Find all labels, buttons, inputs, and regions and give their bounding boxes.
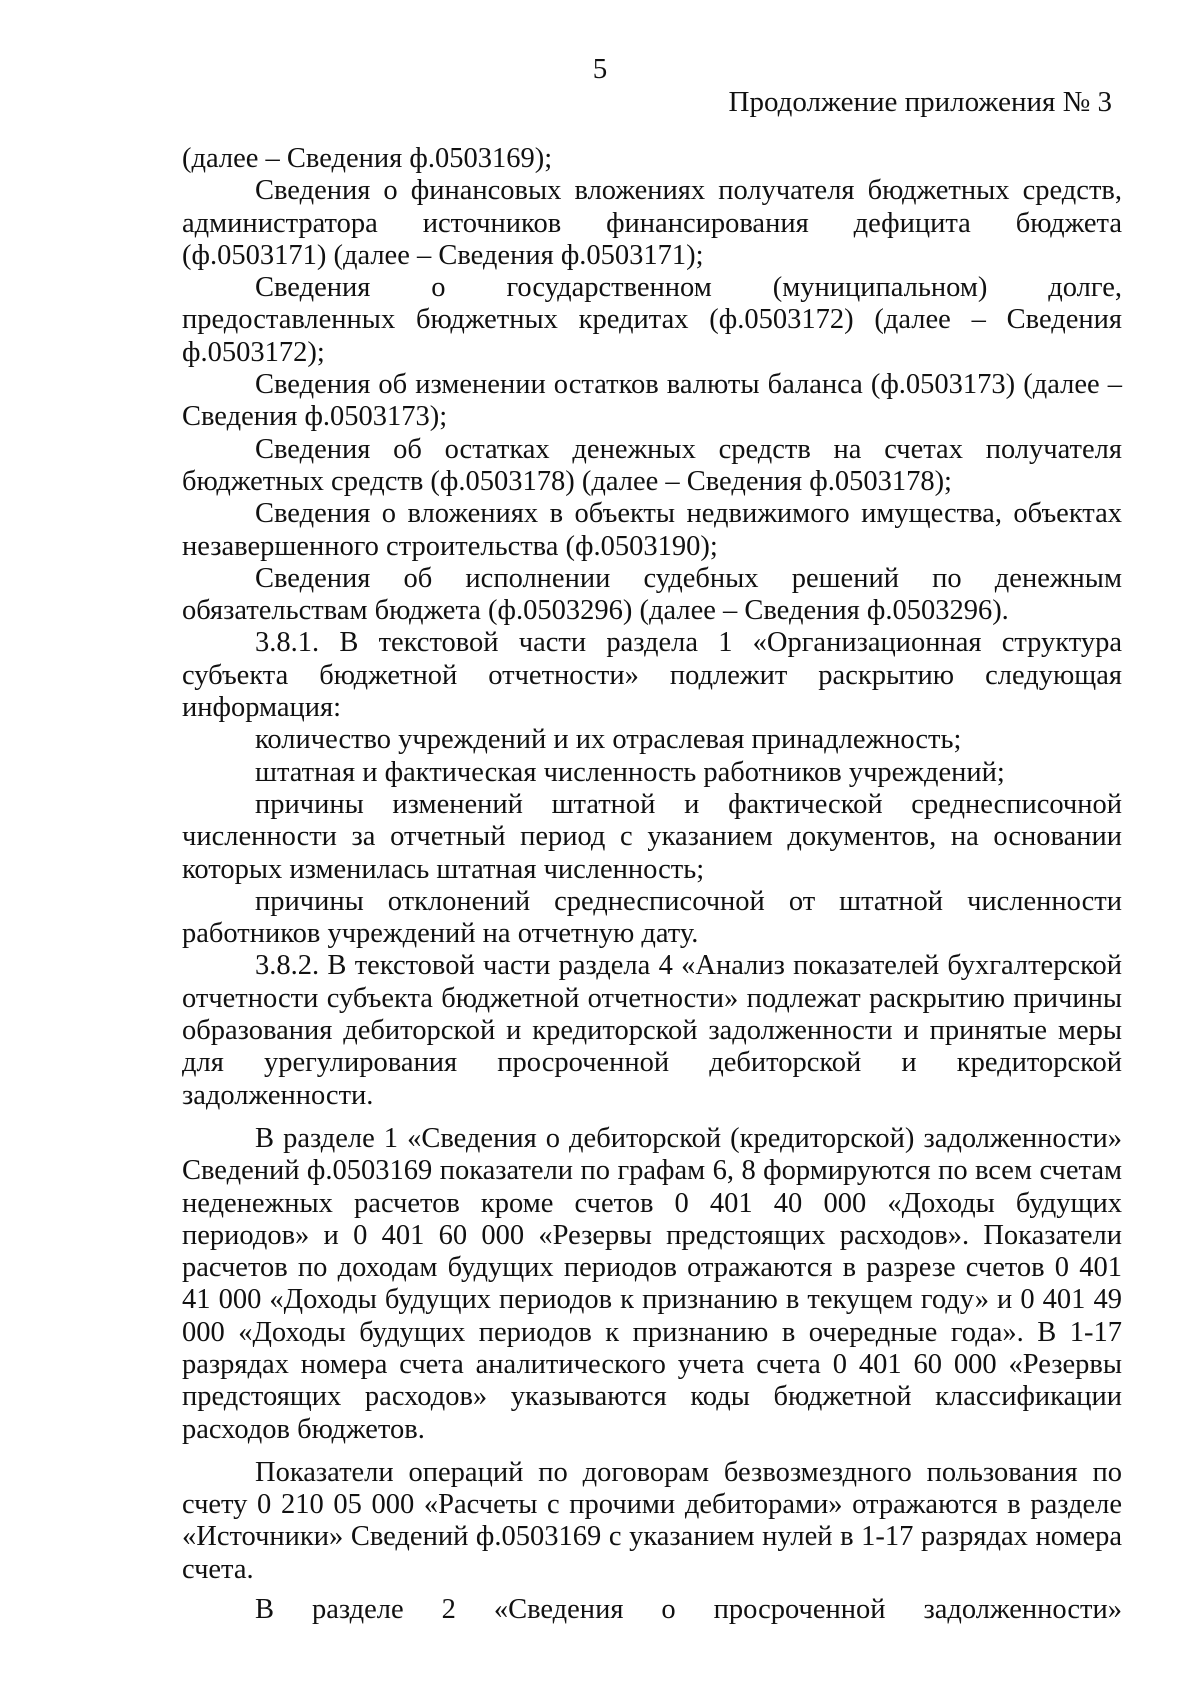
paragraph: В разделе 1 «Сведения о дебиторской (кредиторской) задолженности» Сведений ф.0503169 показатели по графам 6, 8 формируются по всем счетам неденежных расчетов кроме счетов 0 401 40 000 «Доходы будущих периодов» и 0 401 60 000 «Резервы предстоящих расходов». Показатели расчетов по доходам будущих периодов отражаются в разрезе счетов 0 401 41 000 «Доходы будущих периодов к признанию в текущем году» и 0 401 49 000 «Доходы будущих периодов к признанию в очередные года». В 1-17 разрядах номера счета аналитического учета счета 0 401 60 000 «Резервы предстоящих расходов» указываются коды бюджетной классификации расходов бюджетов. — [182, 1122, 1122, 1445]
appendix-note: Продолжение приложения № 3 — [728, 86, 1112, 118]
page-number: 5 — [592, 53, 608, 85]
paragraph: Сведения о вложениях в объекты недвижимого имущества, объектах незавершенного строительства (ф.0503190); — [182, 498, 1122, 562]
paragraph: штатная и фактическая численность работников учреждений; — [255, 756, 1005, 788]
paragraph: Сведения о финансовых вложениях получателя бюджетных средств, администратора источников финансирования дефицита бюджета (ф.0503171) (далее – Сведения ф.0503171); — [182, 175, 1122, 271]
paragraph: В разделе 2 «Сведения о просроченной задолженности» — [255, 1594, 1122, 1626]
paragraph: Сведения об остатках денежных средств на счетах получателя бюджетных средств (ф.0503178) (далее – Сведения ф.0503178); — [182, 433, 1122, 497]
paragraph: Сведения о государственном (муниципальном) долге, предоставленных бюджетных кредитах (ф.0503172) (далее – Сведения ф.0503172); — [182, 272, 1122, 368]
section-3-8-2: 3.8.2. В текстовой части раздела 4 «Анализ показателей бухгалтерской отчетности субъекта бюджетной отчетности» подлежат раскрытию причины образования дебиторской и кредиторской задолженности и принятые меры для урегулирования просроченной дебиторской и кредиторской задолженности. — [182, 950, 1122, 1111]
paragraph: причины отклонений среднесписочной от штатной численности работников учреждений на отчетную дату. — [182, 885, 1122, 950]
document-body — [182, 143, 1122, 1626]
paragraph: количество учреждений и их отраслевая принадлежность; — [255, 724, 962, 756]
paragraph: (далее – Сведения ф.0503169); — [182, 143, 553, 174]
paragraph: Показатели операций по договорам безвозмездного пользования по счету 0 210 05 000 «Расчеты с прочими дебиторами» отражаются в разделе «Источники» Сведений ф.0503169 с указанием нулей в 1-17 разрядах номера счета. — [182, 1456, 1122, 1585]
paragraph: Сведения об изменении остатков валюты баланса (ф.0503173) (далее – Сведения ф.0503173); — [182, 369, 1122, 433]
section-3-8-1: 3.8.1. В текстовой части раздела 1 «Организационная структура субъекта бюджетной отчетности» подлежит раскрытию следующая информация: — [182, 627, 1122, 724]
paragraph: причины изменений штатной и фактической среднесписочной численности за отчетный период с указанием документов, на основании которых изменилась штатная численность; — [182, 788, 1122, 885]
paragraph: Сведения об исполнении судебных решений по денежным обязательствам бюджета (ф.0503296) (далее – Сведения ф.0503296). — [182, 562, 1122, 627]
